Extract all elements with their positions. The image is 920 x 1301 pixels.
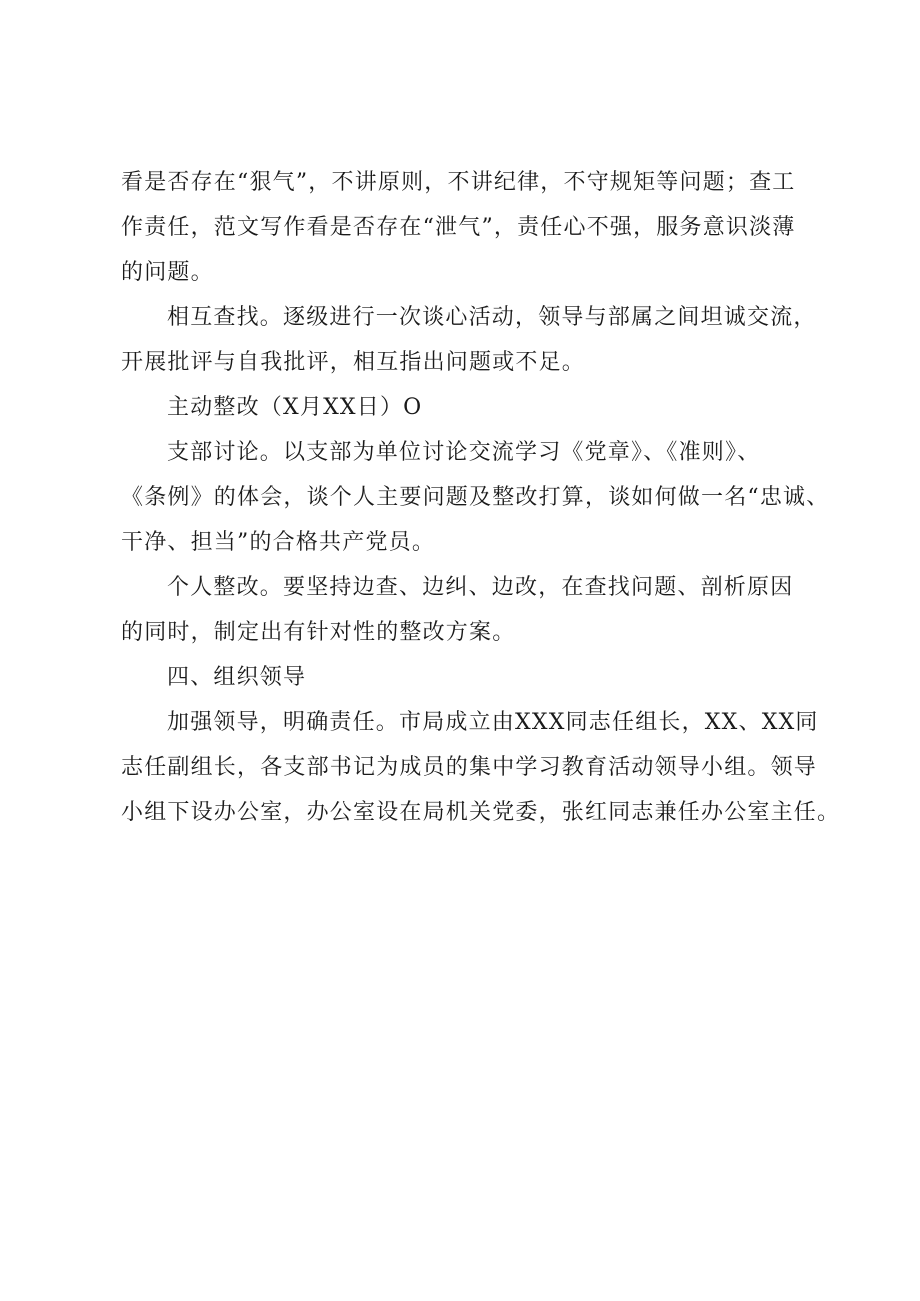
text-line: 志任副组长，各支部书记为成员的集中学习教育活动领导小组。领导 — [121, 755, 818, 780]
text-line: 看是否存在“狠气”，不讲原则，不讲纪律，不守规矩等问题；查工 — [121, 170, 796, 195]
paragraph-start-line: 支部讨论。以支部为单位讨论交流学习《党章》、《准则》、 — [167, 440, 761, 465]
paragraph-start-line: 加强领导，明确责任。市局成立由XXX同志任组长，XX、XX同 — [167, 710, 819, 735]
text-line: 干净、担当”的合格共产党员。 — [121, 530, 436, 555]
text-line: 开展批评与自我批评，相互指出问题或不足。 — [121, 350, 586, 375]
paragraph-start-line: 相互查找。逐级进行一次谈心活动，领导与部属之间坦诚交流， — [167, 305, 817, 330]
text-line: 《条例》的体会，谈个人主要问题及整改打算，谈如何做一名“忠诚、 — [121, 485, 830, 510]
text-line: 小组下设办公室，办公室设在局机关党委，张红同志兼任办公室主任。 — [121, 800, 841, 825]
text-line: 作责任，范文写作看是否存在“泄气”，责任心不强，服务意识淡薄 — [121, 215, 796, 240]
document-body — [121, 160, 841, 835]
section-heading: 四、组织领导 — [167, 665, 307, 690]
paragraph-start-line: 个人整改。要坚持边查、边纠、边改，在查找问题、剖析原因 — [167, 575, 794, 600]
section-subheading: 主动整改（X月XX日）O — [167, 395, 423, 420]
text-line: 的问题。 — [121, 260, 214, 285]
text-line: 的同时，制定出有针对性的整改方案。 — [121, 620, 516, 645]
